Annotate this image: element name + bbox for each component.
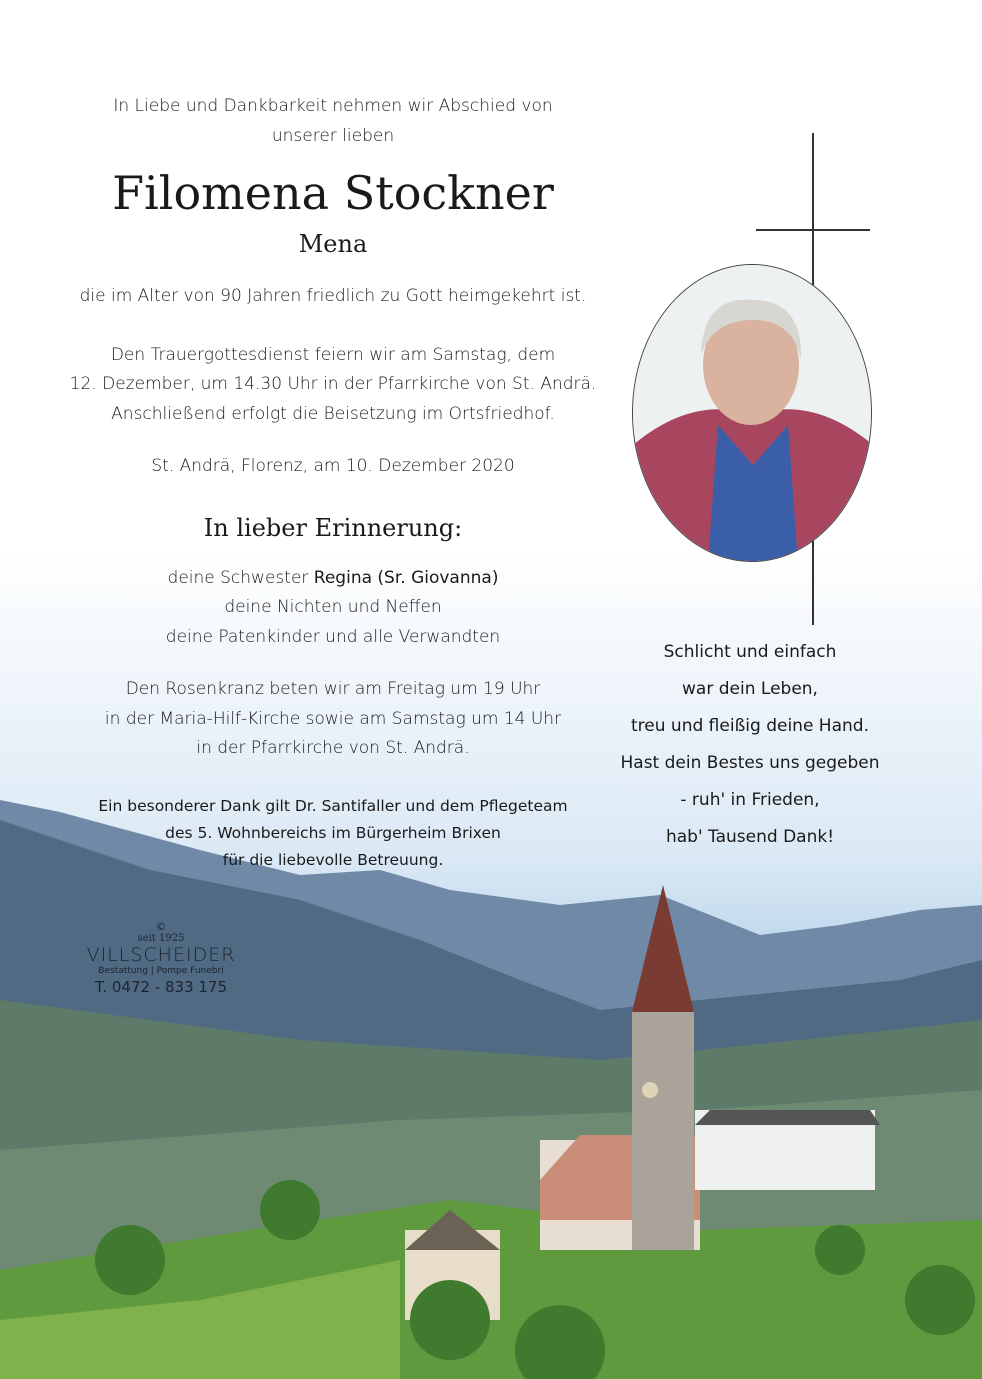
logo-name: VILLSCHEIDER <box>86 944 236 966</box>
poem-line: war dein Leben, <box>682 679 818 699</box>
service-line: Anschließend erfolgt die Beisetzung im Ortsfriedhof. <box>111 404 555 424</box>
service-line: Den Trauergottesdienst feiern wir am Samstag, dem <box>110 345 556 365</box>
thanks-line: des 5. Wohnbereichs im Bürgerheim Brixen <box>165 824 501 842</box>
poem-line: Hast dein Bestes uns gegeben <box>620 753 880 773</box>
poem-line: hab' Tausend Dank! <box>665 827 835 847</box>
intro-line: In Liebe und Dankbarkeit nehmen wir Abschied von <box>113 96 553 116</box>
intro-line: unserer lieben <box>271 126 395 146</box>
funeral-home-logo <box>66 920 256 996</box>
cross-bar <box>756 229 870 231</box>
deceased-name: Filomena Stockner <box>112 166 554 220</box>
mourner-line: deine Patenkinder und alle Verwandten <box>165 627 501 647</box>
nickname: Mena <box>298 230 368 258</box>
memory-heading: In lieber Erinnerung: <box>203 514 463 542</box>
logo-since: seit 1925 <box>137 933 185 944</box>
logo-subtitle: Bestattung | Pompe Funebri <box>98 966 224 976</box>
mourner-line: deine Nichten und Neffen <box>224 597 442 617</box>
service-line: 12. Dezember, um 14.30 Uhr in der Pfarrkirche von St. Andrä. <box>69 374 597 394</box>
copyright-mark: © <box>155 920 167 933</box>
poem-line: treu und fleißig deine Hand. <box>631 716 869 736</box>
rosary-line: Den Rosenkranz beten wir am Freitag um 19 Uhr <box>125 679 541 699</box>
thanks-line: Ein besonderer Dank gilt Dr. Santifaller und dem Pflegeteam <box>98 797 568 815</box>
place-date: St. Andrä, Florenz, am 10. Dezember 2020 <box>151 456 515 476</box>
mourner-bold: Regina (Sr. Giovanna) <box>313 568 499 588</box>
thanks-line: für die liebevolle Betreuung. <box>222 851 444 869</box>
mourner-line <box>60 568 606 588</box>
mourner-prefix: deine Schwester <box>167 568 314 588</box>
rosary-line: in der Pfarrkirche von St. Andrä. <box>196 738 470 758</box>
logo-phone: T. 0472 - 833 175 <box>94 978 228 996</box>
poem-line: - ruh' in Frieden, <box>680 790 820 810</box>
rosary-line: in der Maria-Hilf-Kirche sowie am Samstag um 14 Uhr <box>104 709 562 729</box>
age-line: die im Alter von 90 Jahren friedlich zu Gott heimgekehrt ist. <box>79 286 587 306</box>
poem-line: Schlicht und einfach <box>663 642 837 662</box>
portrait-photo <box>632 264 872 562</box>
